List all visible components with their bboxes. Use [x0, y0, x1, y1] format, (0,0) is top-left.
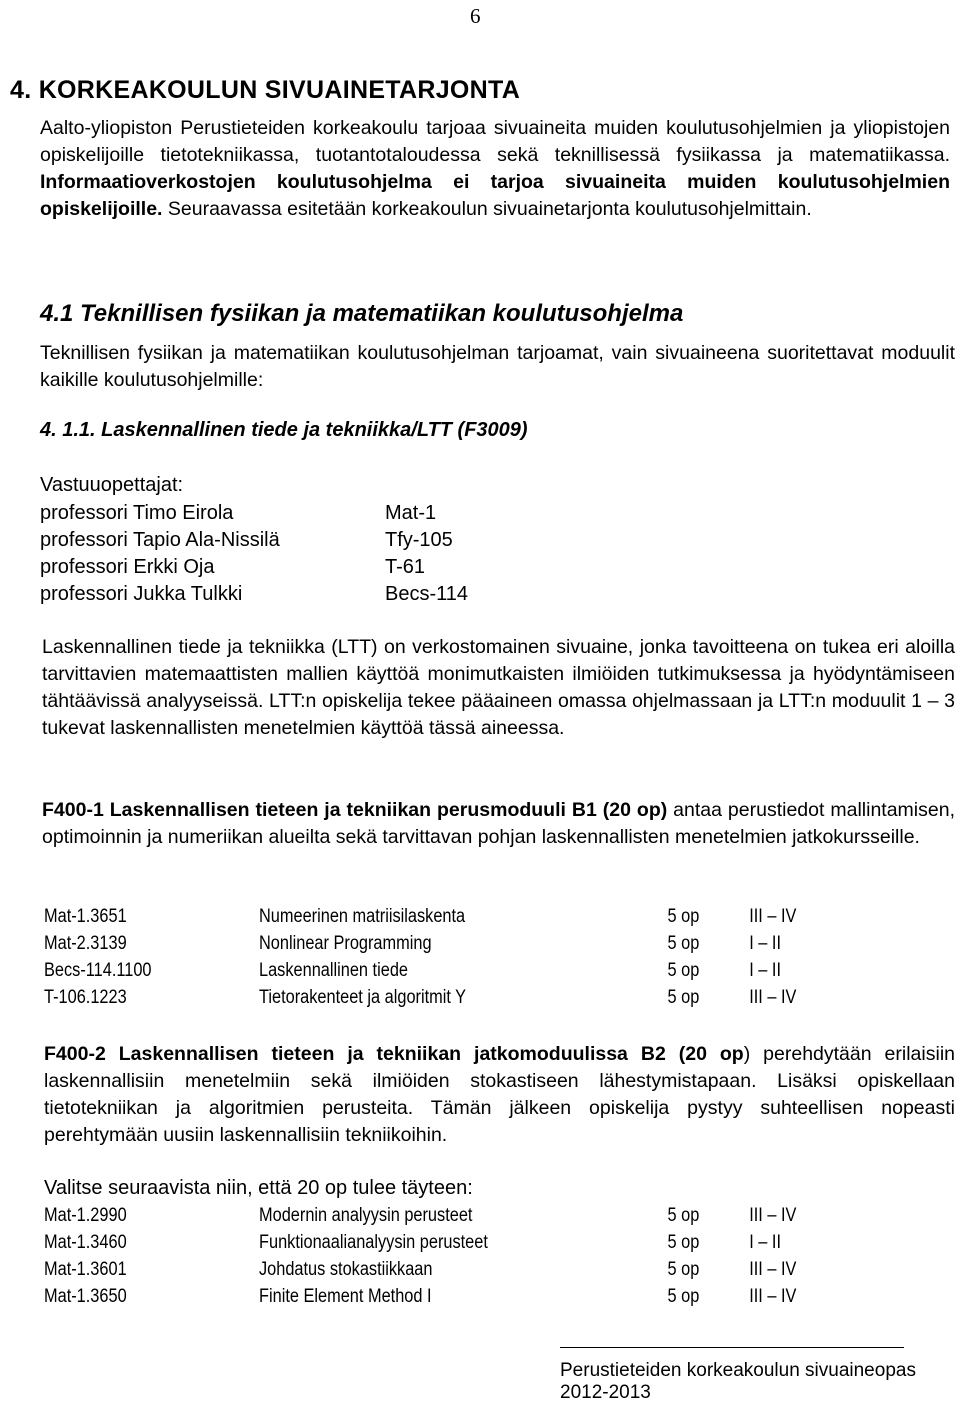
course-row: [44, 960, 781, 982]
subsection-heading: 4. 1.1. Laskennallinen tiede ja tekniikka/LTT (F3009): [40, 419, 528, 441]
module-b2-title: F400-2 Laskennallisen tieteen ja tekniikan jatkomoduulissa B2 (20 op: [44, 1043, 744, 1065]
course-credits: 5 op: [667, 1286, 700, 1307]
course-row: [44, 1205, 796, 1227]
course-period: III – IV: [749, 1286, 797, 1307]
teacher-name: professori Tapio Ala-Nissilä: [40, 529, 280, 551]
course-code: Mat-1.3651: [44, 906, 127, 927]
intro-text-1: Aalto-yliopiston Perustieteiden korkeakoulu tarjoaa sivuaineita muiden koulutusohjelmien ja yliopistojen opiskelijoille tietotekniikassa, tuotantotaloudessa sekä teknillisessä fysiikassa ja matematiikassa.: [40, 117, 950, 166]
course-code: Mat-2.3139: [44, 933, 127, 954]
module-b1-title: F400-1 Laskennallisen tieteen ja tekniikan perusmoduuli B1 (20 op): [42, 799, 668, 821]
responsible-teachers-label: Vastuuopettajat:: [40, 474, 184, 496]
course-name: Tietorakenteet ja algoritmit Y: [259, 987, 467, 1008]
course-row: [44, 1259, 796, 1281]
module-b1-text: antaa perustiedot mallintamisen, optimoinnin ja numeriikan alueilta sekä tarvittavan pohjan laskennallisten menetelmien jatkokursseille.: [42, 799, 955, 848]
teacher-row: [40, 502, 437, 525]
course-code: Mat-1.2990: [44, 1205, 127, 1226]
course-credits: 5 op: [667, 933, 700, 954]
page-footer: Perustieteiden korkeakoulun sivuaineopas 2012-2013: [560, 1360, 916, 1403]
course-period: III – IV: [749, 1205, 797, 1226]
course-credits: 5 op: [667, 960, 700, 981]
intro-paragraph: [40, 115, 950, 223]
course-period: III – IV: [749, 906, 797, 927]
course-row: [44, 1232, 781, 1254]
course-code: Becs-114.1100: [44, 960, 152, 981]
teacher-code: Becs-114: [385, 583, 469, 605]
course-credits: 5 op: [667, 906, 700, 927]
course-period: III – IV: [749, 987, 797, 1008]
course-name: Numeerinen matriisilaskenta: [259, 906, 466, 927]
course-name: Nonlinear Programming: [259, 933, 432, 954]
course-credits: 5 op: [667, 1205, 700, 1226]
course-code: T-106.1223: [44, 987, 127, 1008]
teacher-name: professori Jukka Tulkki: [40, 583, 243, 605]
section-paragraph: Teknillisen fysiikan ja matematiikan koulutusohjelman tarjoamat, vain sivuaineena suoritettavat moduulit kaikille koulutusohjelmille:: [40, 342, 955, 391]
module-b2-paragraph: [44, 1041, 955, 1149]
course-row: [44, 1286, 796, 1308]
course-period: I – II: [749, 1232, 781, 1253]
teacher-row: [40, 556, 426, 579]
course-row: [44, 987, 796, 1009]
course-name: Johdatus stokastiikkaan: [259, 1259, 433, 1280]
description-paragraph: Laskennallinen tiede ja tekniikka (LTT) on verkostomainen sivuaine, jonka tavoitteena on tukea eri aloilla tarvittavien matemaattisten mallien käyttöä monimutkaisten ilmiöiden tutkimuksessa ja hyödyntämiseen tähtäävissä analyyseissä. LTT:n opiskelija tekee pääaineen omassa ohjelmassaan ja LTT:n moduulit 1 – 3 tukevat laskennallisten menetelmien käyttöä tässä aineessa.: [42, 636, 955, 739]
section-heading: 4.1 Teknillisen fysiikan ja matematiikan koulutusohjelma: [40, 300, 684, 327]
teacher-code: Tfy-105: [385, 529, 453, 551]
course-code: Mat-1.3460: [44, 1232, 127, 1253]
course-name: Modernin analyysin perusteet: [259, 1205, 473, 1226]
teacher-name: professori Timo Eirola: [40, 502, 234, 524]
course-name: Laskennallinen tiede: [259, 960, 408, 981]
choose-instruction: Valitse seuraavista niin, että 20 op tulee täyteen:: [44, 1177, 473, 1199]
chapter-heading: 4. KORKEAKOULUN SIVUAINETARJONTA: [10, 76, 521, 104]
footer-rule: [560, 1347, 904, 1348]
module-b2-text: ) perehdytään erilaisiin laskennallisiin menetelmiin sekä ilmiöiden stokastiseen lähestymistapaan. Lisäksi opiskellaan tietotekniikan ja algoritmien perusteita. Tämän jälkeen opiskelija pystyy suhteellisen nopeasti perehtymään uusiin laskennallisiin tekniikoihin.: [44, 1043, 955, 1146]
intro-bold-text: Informaatioverkostojen koulutusohjelma ei tarjoa sivuaineita muiden koulutusohjelmien opiskelijoille.: [40, 171, 950, 220]
course-period: I – II: [749, 933, 781, 954]
teacher-name: professori Erkki Oja: [40, 556, 215, 578]
course-period: III – IV: [749, 1259, 797, 1280]
course-name: Finite Element Method I: [259, 1286, 432, 1307]
course-credits: 5 op: [667, 1232, 700, 1253]
course-credits: 5 op: [667, 1259, 700, 1280]
teacher-code: T-61: [385, 556, 426, 578]
course-code: Mat-1.3601: [44, 1259, 127, 1280]
course-period: I – II: [749, 960, 781, 981]
teacher-row: [40, 529, 453, 552]
course-name: Funktionaalianalyysin perusteet: [259, 1232, 488, 1253]
teacher-row: [40, 583, 469, 606]
teacher-code: Mat-1: [385, 502, 437, 524]
module-b1-paragraph: [42, 797, 955, 851]
intro-text-2: Seuraavassa esitetään korkeakoulun sivuainetarjonta koulutusohjelmittain.: [162, 198, 812, 220]
course-credits: 5 op: [667, 987, 700, 1008]
course-code: Mat-1.3650: [44, 1286, 127, 1307]
course-row: [44, 933, 781, 955]
course-row: [44, 906, 796, 928]
page-number: 6: [470, 4, 481, 28]
